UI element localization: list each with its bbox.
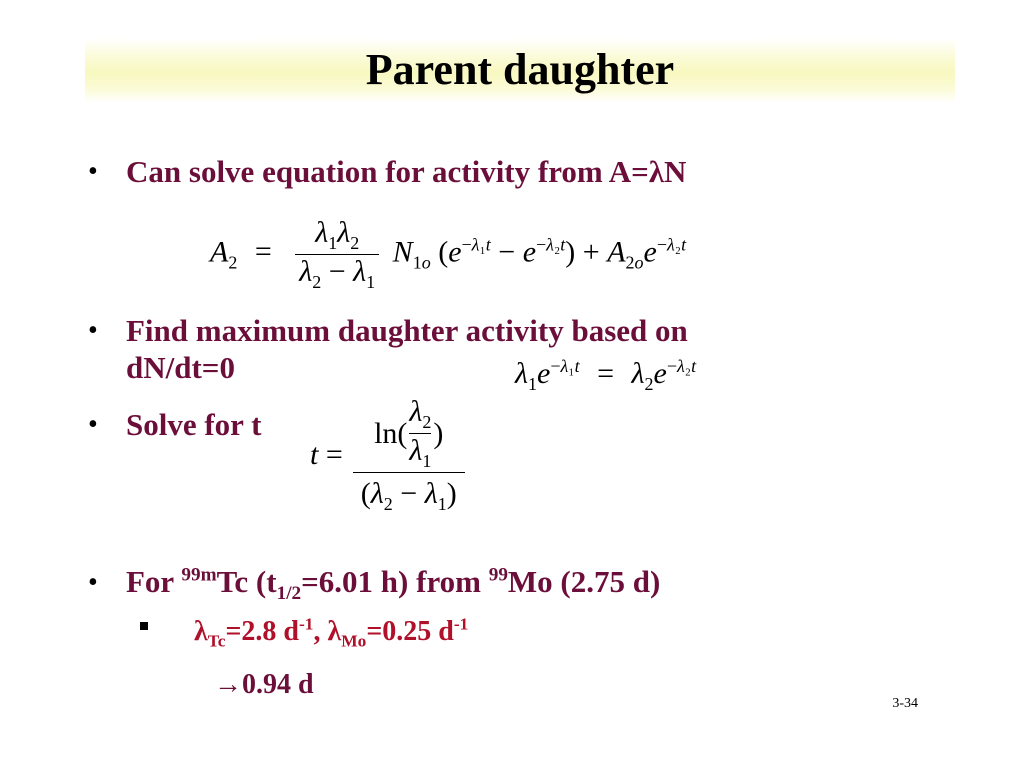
- bullet-dot: •: [88, 315, 98, 346]
- bullet-maximum-line2: dN/dt=0: [126, 350, 235, 385]
- sub-bullet-marker: [140, 622, 148, 630]
- equation-activity: $A_2$ = $\frac{\lambda_1\lambda_2}{\lambda_2 - \lambda_1}$ $N_{1o}$ $(e^{-\lambda_1t} - e^{-\lambda_2t}) + A_{2o}e^{-\lambda_2t}$: [210, 216, 687, 292]
- bullet-dot: •: [88, 156, 98, 187]
- bullet-activity: Can solve equation for activity from A=λN: [126, 154, 687, 189]
- page-number: 3-34: [892, 696, 918, 711]
- bullet-maximum-line1: Find maximum daughter activity based on: [126, 313, 688, 348]
- bullet-dot: •: [88, 409, 98, 440]
- decay-constants: $\lambda_{Tc}=2.8$ $d^{-1}$, $\lambda_{Mo}=0.25$ $d^{-1}$: [194, 614, 469, 651]
- slide-title: Parent daughter: [365, 45, 675, 94]
- bullet-solve: Solve for t: [126, 407, 262, 442]
- bullet-dot: •: [88, 567, 98, 598]
- bullet-technetium: For $^{99m}$Tc ($t_{1/2}=6.01$ h) from $^{99}$Mo (2.75 d): [126, 564, 661, 605]
- result-time: →0.94 d: [214, 669, 314, 700]
- equation-max-condition: $\lambda_1e^{-\lambda_1t} = \lambda_2e^{-\lambda_2t}$: [515, 356, 697, 394]
- equation-solve-t: t = ln( $\lambda_2$ $\lambda_1$ ) $(\lambda_2 - \lambda_1)$: [310, 395, 465, 515]
